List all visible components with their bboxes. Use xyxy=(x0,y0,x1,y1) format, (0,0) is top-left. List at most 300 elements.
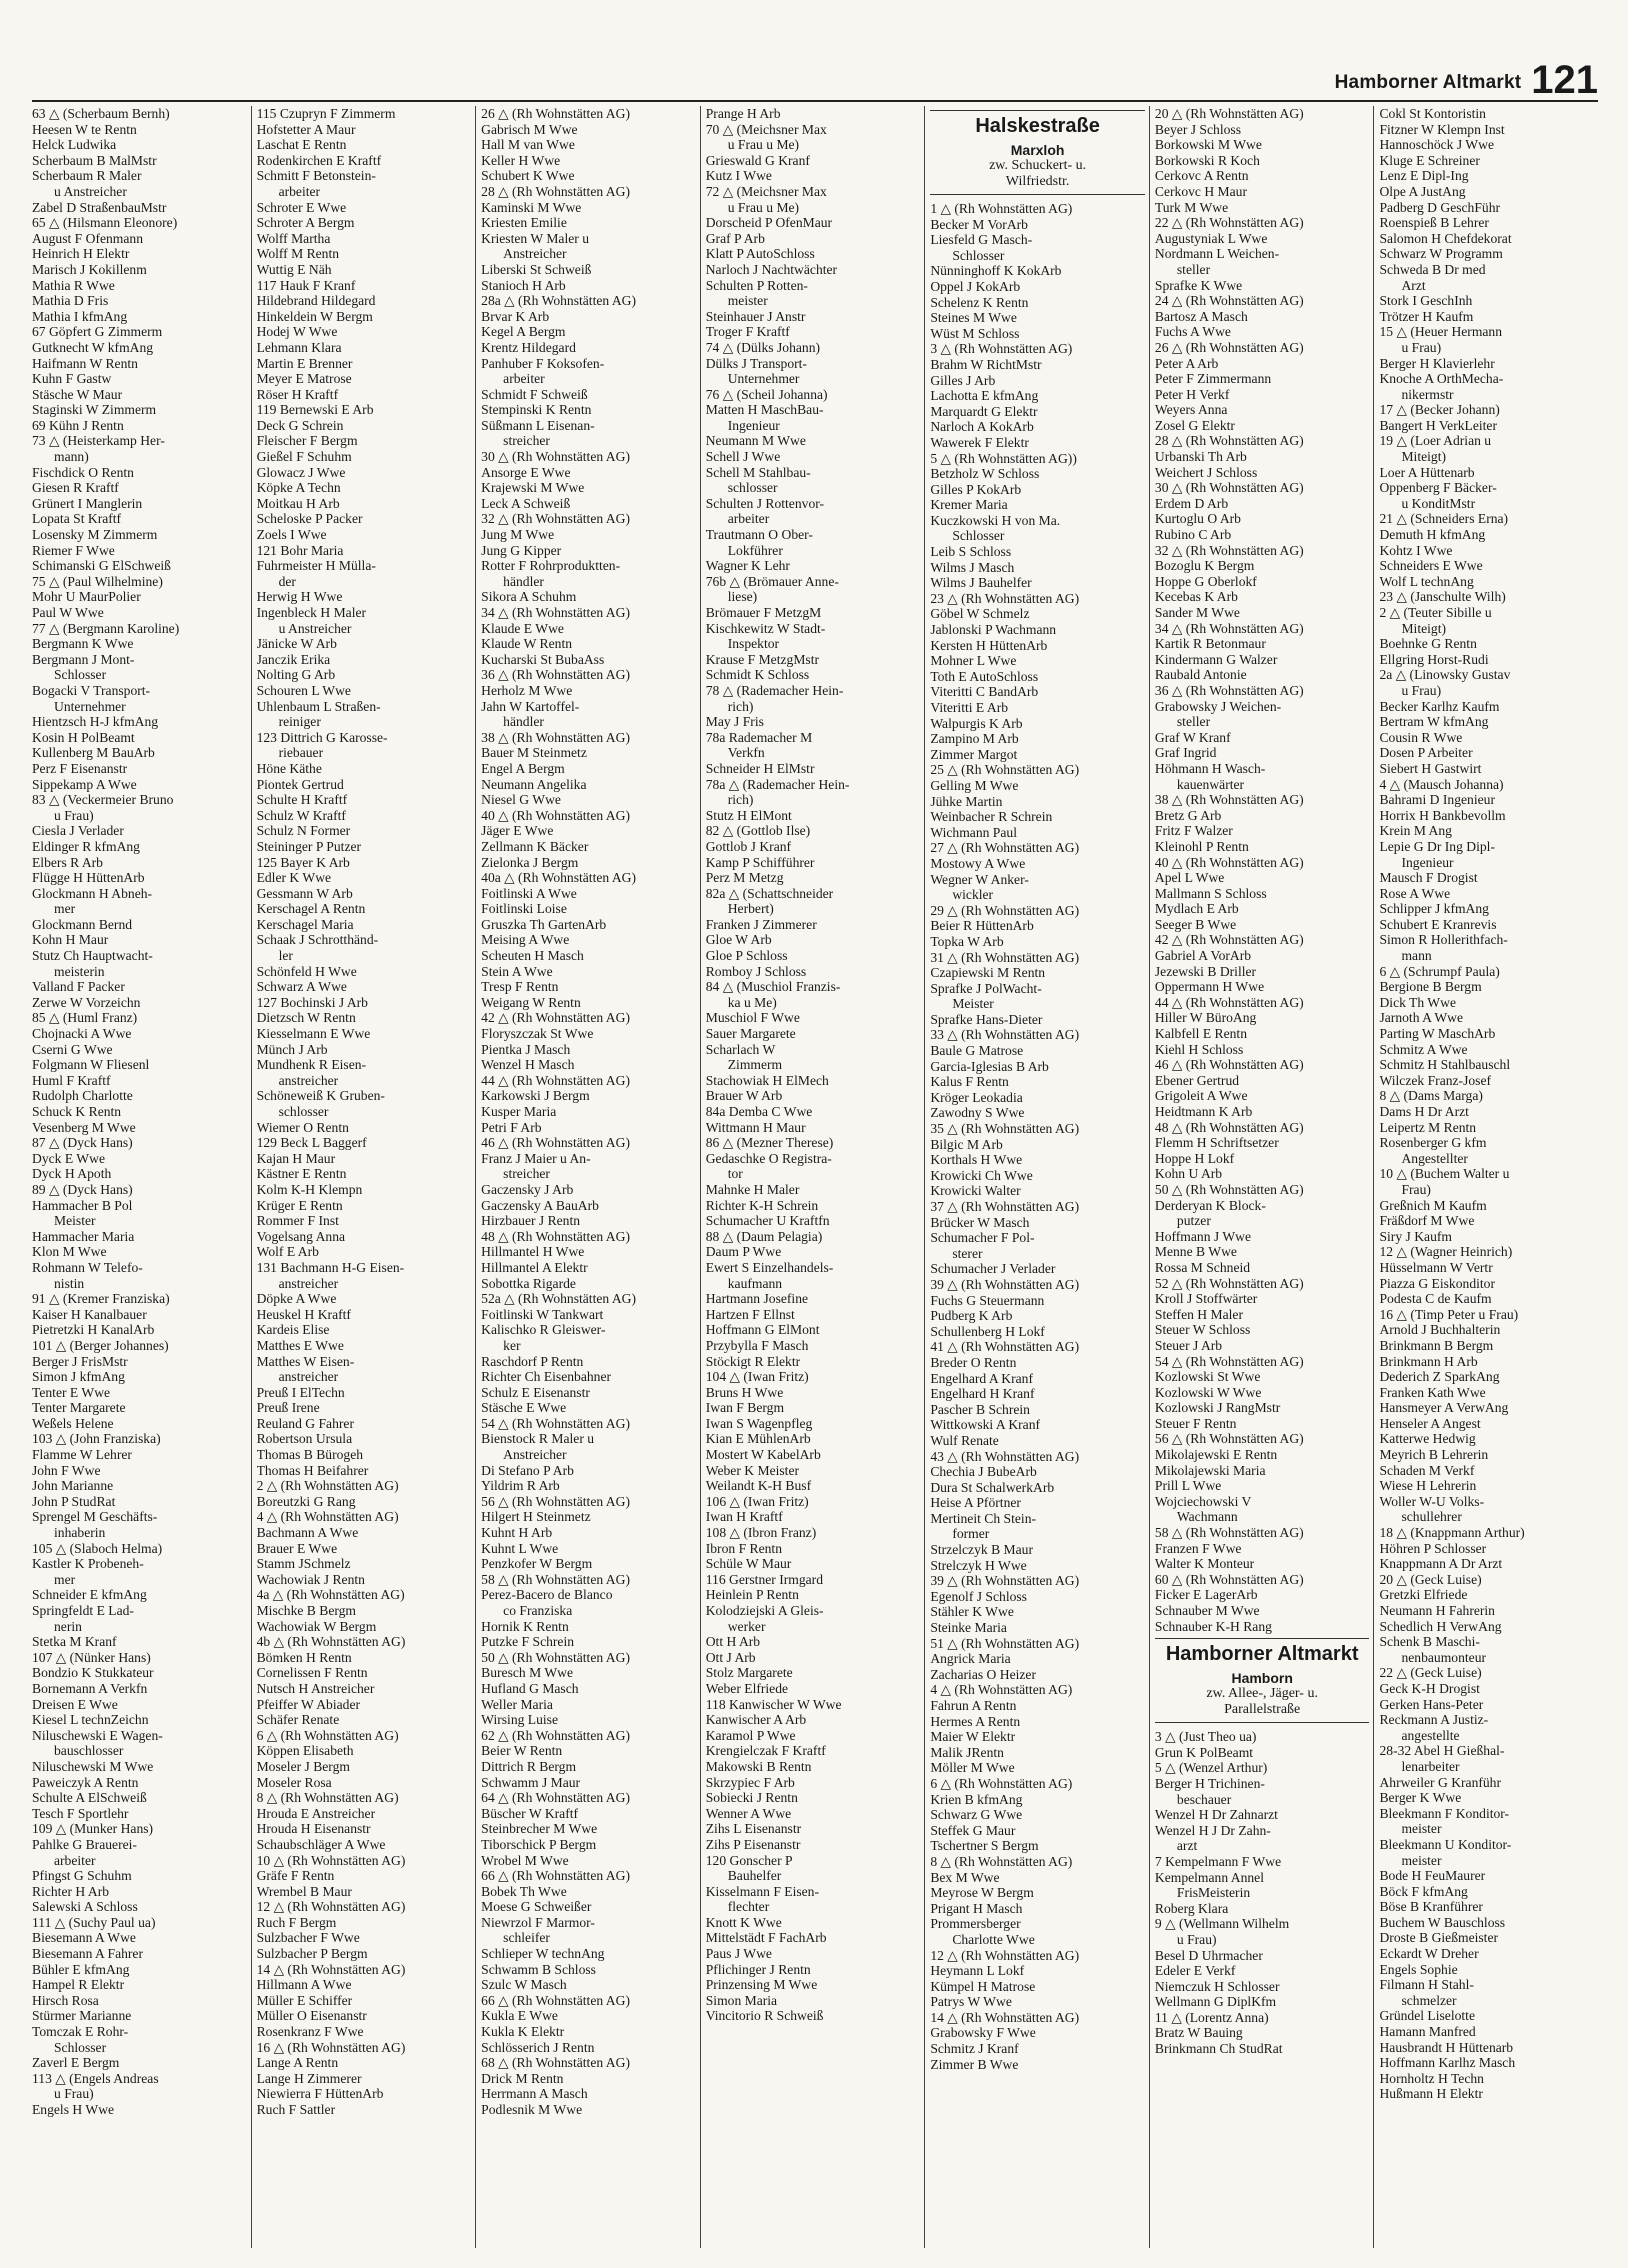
directory-entry: Heidtmann K Arb xyxy=(1154,1104,1253,1119)
directory-entry: Sprafke K Wwe xyxy=(1154,277,1243,293)
directory-entry: 43 △ (Rh Wohnstätten AG) xyxy=(930,1448,1080,1464)
directory-entry: Schelenz K Rentn xyxy=(930,294,1029,310)
directory-entry: Bode H FeuMaurer xyxy=(1379,1868,1486,1884)
directory-entry: Topka W Arb xyxy=(930,933,1004,949)
entry-continuation: Frau) xyxy=(1401,1181,1431,1197)
directory-entry: Paul W Wwe xyxy=(32,605,104,620)
directory-entry: Dülks J Transport- xyxy=(705,355,807,371)
directory-entry: Derderyan K Block- xyxy=(1154,1197,1266,1213)
directory-entry: 46 △ (Rh Wohnstätten AG) xyxy=(481,1135,630,1151)
entry-continuation: meister xyxy=(1401,1852,1442,1868)
directory-entry: 48 △ (Rh Wohnstätten AG) xyxy=(1154,1119,1304,1135)
directory-entry: Horrix H Bankbevollm xyxy=(1379,807,1506,823)
directory-entry: Brinkmann Ch StudRat xyxy=(1154,2041,1283,2057)
directory-entry: Schweda B Dr med xyxy=(1379,261,1486,277)
directory-entry: Preuß Irene xyxy=(256,1400,320,1416)
directory-entry: Greßnich M Kaufm xyxy=(1379,1197,1487,1213)
directory-entry: Viteritti E Arb xyxy=(930,700,1009,715)
directory-entry: Herwig H Wwe xyxy=(256,589,343,605)
directory-entry: Piontek Gertrud xyxy=(256,776,344,792)
directory-entry: Wilczek Franz-Josef xyxy=(1379,1072,1492,1088)
directory-entry: Höhren P Schlosser xyxy=(1379,1540,1487,1556)
directory-entry: 30 △ (Rh Wohnstätten AG) xyxy=(481,449,630,465)
directory-entry: Krentz Hildegard xyxy=(481,339,576,355)
directory-entry: 111 △ (Suchy Paul ua) xyxy=(32,1914,156,1930)
directory-entry: 91 △ (Kremer Franziska) xyxy=(32,1291,170,1307)
running-head: Hamborner Altmarkt xyxy=(1334,72,1522,93)
directory-entry: 15 △ (Heuer Hermann xyxy=(1379,324,1503,340)
directory-entry: Kischkewitz W Stadt- xyxy=(705,620,826,636)
directory-entry: 123 Dittrich G Karosse- xyxy=(256,729,388,745)
directory-entry: Kozlowski St Wwe xyxy=(1154,1369,1261,1385)
directory-entry: Simon Maria xyxy=(705,1992,778,2008)
directory-entry: Scharlach W xyxy=(705,1041,776,1057)
directory-entry: Schnauber M Wwe xyxy=(1154,1603,1260,1618)
entry-continuation: anstreicher xyxy=(278,1275,339,1291)
directory-entry: Gloe P Schloss xyxy=(705,948,788,964)
directory-entry: Walpurgis K Arb xyxy=(930,715,1023,731)
entry-continuation: steller xyxy=(1176,714,1211,730)
directory-entry: Wichmann Paul xyxy=(930,824,1017,840)
directory-entry: Schumacher J Verlader xyxy=(930,1261,1056,1277)
directory-entry: Wagner K Lehr xyxy=(705,558,790,574)
directory-entry: Meising A Wwe xyxy=(481,932,570,948)
directory-entry: Weber Elfriede xyxy=(705,1680,789,1696)
directory-entry: Kukla K Elektr xyxy=(481,2024,565,2040)
directory-entry: Pascher B Schrein xyxy=(930,1401,1030,1417)
directory-entry: Schöneweiß K Gruben- xyxy=(256,1088,385,1104)
entry-continuation: riebauer xyxy=(278,745,324,761)
directory-entry: Kaminski M Wwe xyxy=(481,199,582,215)
directory-entry: Erdem D Arb xyxy=(1154,495,1229,511)
directory-entry: Krause F MetzgMstr xyxy=(705,651,819,667)
directory-entry: Czapiewski M Rentn xyxy=(930,965,1046,981)
directory-entry: Wawerek F Elektr xyxy=(930,434,1029,450)
directory-entry: Sprafke Hans-Dieter xyxy=(930,1011,1043,1027)
directory-entry: Pietretzki H KanalArb xyxy=(32,1322,155,1338)
directory-entry: Beier W Rentn xyxy=(481,1743,563,1759)
directory-entry: Wilms J Masch xyxy=(930,559,1015,575)
directory-entry: Kalus F Rentn xyxy=(930,1074,1009,1090)
entry-continuation: Miteigt) xyxy=(1401,620,1447,636)
directory-entry: Eldinger R kfmAng xyxy=(32,838,140,854)
directory-entry: Karkowski J Bergm xyxy=(481,1088,590,1104)
directory-entry: Viteritti C BandArb xyxy=(930,684,1039,700)
directory-entry: Hoppe G Oberlokf xyxy=(1154,573,1257,589)
directory-entry: Glockmann H Abneh- xyxy=(32,885,153,901)
directory-entry: Stäsche W Maur xyxy=(32,386,123,402)
directory-entry: Kempelmann Annel xyxy=(1154,1869,1264,1885)
directory-entry: Katterwe Hedwig xyxy=(1379,1431,1476,1447)
directory-entry: Kuhnt H Arb xyxy=(481,1525,553,1541)
directory-entry: Buresch M Wwe xyxy=(481,1665,574,1681)
directory-entry: Wolf E Arb xyxy=(256,1244,319,1260)
entry-continuation: nistin xyxy=(54,1275,85,1291)
directory-entry: Kukla E Wwe xyxy=(481,2008,558,2024)
directory-entry: Moseler J Bergm xyxy=(256,1758,350,1774)
directory-entry: 18 △ (Knappmann Arthur) xyxy=(1379,1525,1525,1541)
directory-entry: Schedlich H VerwAng xyxy=(1379,1618,1502,1634)
directory-entry: Arnold J Buchhalterin xyxy=(1379,1322,1501,1338)
directory-entry: Stolz Margarete xyxy=(705,1665,793,1681)
directory-entry: 28 △ (Rh Wohnstätten AG) xyxy=(481,183,630,199)
entry-continuation: arbeiter xyxy=(727,511,770,527)
directory-entry: Bienstock R Maler u xyxy=(481,1431,595,1447)
directory-entry: Oppermann H Wwe xyxy=(1154,979,1265,995)
directory-entry: Muschiol F Wwe xyxy=(705,1010,800,1026)
entry-continuation: Verkfn xyxy=(727,745,765,761)
directory-entry: 127 Bochinski J Arb xyxy=(256,994,368,1010)
directory-entry: Ficker E LagerArb xyxy=(1154,1587,1258,1603)
directory-entry: Kecebas K Arb xyxy=(1154,589,1238,605)
directory-entry: Bornemann A Verkfn xyxy=(32,1680,148,1696)
directory-entry: Gießel F Schuhm xyxy=(256,449,352,465)
directory-entry: Riemer F Wwe xyxy=(32,542,115,558)
directory-entry: Richter K-H Schrein xyxy=(705,1197,819,1213)
street-name: Hamborner Altmarkt xyxy=(1165,1643,1359,1666)
directory-entry: Narloch J Nachtwächter xyxy=(705,261,838,277)
directory-entry: Kolm K-H Klempn xyxy=(256,1181,363,1197)
directory-entry: Woller W-U Volks- xyxy=(1379,1493,1485,1509)
header-rule xyxy=(32,100,1598,102)
directory-entry: Schäfer Renate xyxy=(256,1712,340,1728)
directory-entry: Vesenberg M Wwe xyxy=(32,1119,136,1135)
directory-entry: Schmitt F Betonstein- xyxy=(256,168,376,184)
entry-continuation: schmelzer xyxy=(1401,1992,1457,2008)
directory-entry: Sprengel M Geschäfts- xyxy=(32,1509,158,1525)
directory-entry: Schulte A ElSchweiß xyxy=(32,1790,147,1806)
directory-entry: Bergmann J Mont- xyxy=(32,651,135,667)
directory-entry: Hrouda E Anstreicher xyxy=(256,1805,376,1821)
directory-column xyxy=(1373,106,1598,2248)
directory-entry: Steuer W Schloss xyxy=(1154,1322,1251,1338)
directory-entry: Henseler A Angest xyxy=(1379,1415,1481,1431)
directory-entry: Berger H Trichinen- xyxy=(1154,1775,1265,1791)
entry-continuation: ler xyxy=(278,948,293,964)
directory-entry: Schwarz G Wwe xyxy=(930,1807,1023,1823)
directory-entry: 12 △ (Rh Wohnstätten AG) xyxy=(930,1947,1080,1963)
directory-entry: Steuer F Rentn xyxy=(1154,1415,1237,1431)
directory-entry: Matthes W Eisen- xyxy=(256,1353,355,1369)
directory-entry: Breder O Rentn xyxy=(930,1354,1017,1370)
directory-entry: Grun K PolBeamt xyxy=(1154,1744,1254,1760)
directory-entry: Zihs L Eisenanstr xyxy=(705,1821,802,1837)
directory-entry: Mathia R Wwe xyxy=(32,277,115,293)
directory-entry: Stähler K Wwe xyxy=(930,1604,1014,1620)
directory-entry: Simon R Hollerithfach- xyxy=(1379,932,1508,948)
directory-entry: Staginski W Zimmerm xyxy=(32,402,157,418)
directory-entry: Brömauer F MetzgM xyxy=(705,605,822,620)
directory-entry: Grieswald G Kranf xyxy=(705,152,810,168)
directory-entry: Ansorge E Wwe xyxy=(481,464,571,480)
directory-column xyxy=(1149,106,1374,2248)
directory-entry: 78a Rademacher M xyxy=(705,729,813,745)
directory-entry: Dura St SchalwerkArb xyxy=(930,1479,1055,1495)
directory-entry: Kriesten Emilie xyxy=(481,215,567,231)
directory-entry: Reuland G Fahrer xyxy=(256,1415,354,1431)
directory-entry: Jung M Wwe xyxy=(481,527,555,543)
directory-entry: Helck Ludwika xyxy=(32,137,117,153)
directory-entry: Hermes A Rentn xyxy=(930,1713,1021,1729)
directory-entry: Dyck E Wwe xyxy=(32,1150,105,1166)
directory-entry: Vincitorio R Schweiß xyxy=(705,2008,824,2024)
page-header xyxy=(1335,40,1598,100)
directory-entry: Cokl St Kontoristin xyxy=(1379,106,1486,121)
directory-entry: Kozlowski W Wwe xyxy=(1154,1384,1262,1400)
directory-entry: Gründel Liselotte xyxy=(1379,2008,1475,2024)
directory-entry: Baule G Matrose xyxy=(930,1043,1024,1059)
directory-entry: Neumann M Wwe xyxy=(705,433,806,449)
directory-entry: Böck F kfmAng xyxy=(1379,1883,1468,1899)
directory-entry: Kajan H Maur xyxy=(256,1150,336,1166)
directory-entry: Moitkau H Arb xyxy=(256,495,340,511)
directory-entry: Hillmantel A Elektr xyxy=(481,1259,588,1275)
directory-entry: Brücker W Masch xyxy=(930,1214,1030,1230)
directory-entry: Krajewski M Wwe xyxy=(481,480,585,496)
directory-entry: Stutz H ElMont xyxy=(705,807,792,823)
directory-entry: Ellgring Horst-Rudi xyxy=(1379,651,1489,667)
directory-entry: Nordmann L Weichen- xyxy=(1154,246,1280,262)
directory-entry: Grabowsky J Weichen- xyxy=(1154,698,1282,714)
directory-entry: Foitlinski W Tankwart xyxy=(481,1306,604,1322)
directory-entry: Zabel D StraßenbauMstr xyxy=(32,199,167,215)
directory-entry: Bertram W kfmAng xyxy=(1379,714,1489,730)
directory-entry: Mostowy A Wwe xyxy=(930,855,1026,871)
street-heading xyxy=(1155,1638,1370,1723)
directory-entry: Ott H Arb xyxy=(705,1634,761,1650)
entry-continuation: schlosser xyxy=(278,1104,329,1119)
directory-entry: Salomon H Chefdekorat xyxy=(1379,230,1512,246)
directory-entry: Niewierra F HüttenArb xyxy=(256,2086,384,2102)
directory-entry: Kian E MühlenArb xyxy=(705,1431,811,1447)
directory-entry: Dorscheid P OfenMaur xyxy=(705,215,833,231)
directory-entry: Rose A Wwe xyxy=(1379,885,1451,901)
directory-entry: Ewert S Einzelhandels- xyxy=(705,1259,834,1275)
entry-continuation: kauenwärter xyxy=(1176,776,1245,792)
directory-entry: Mostert W KabelArb xyxy=(705,1447,821,1463)
directory-entry: 121 Bohr Maria xyxy=(256,542,344,558)
directory-entry: Wrembel B Maur xyxy=(256,1883,352,1899)
directory-entry: Urbanski Th Arb xyxy=(1154,449,1247,465)
directory-entry: 109 △ (Munker Hans) xyxy=(32,1821,154,1837)
street-heading xyxy=(930,110,1145,195)
entry-continuation: Anstreicher xyxy=(503,246,567,262)
entry-continuation: mer xyxy=(54,1571,76,1587)
directory-entry: Kucharski St BubaAss xyxy=(481,651,605,667)
street-district: Marxloh xyxy=(1010,142,1065,158)
directory-entry: Kiehl H Schloss xyxy=(1154,1041,1244,1057)
directory-entry: Rubino C Arb xyxy=(1154,527,1232,543)
directory-entry: Schimanski G ElSchweiß xyxy=(32,558,171,574)
directory-entry: Leck A Schweiß xyxy=(481,495,571,511)
directory-entry: Kümpel H Matrose xyxy=(930,1978,1036,1994)
entry-continuation: u Anstreicher xyxy=(54,183,127,199)
directory-entry: Huml F Kraftf xyxy=(32,1072,111,1088)
directory-entry: 28-32 Abel H Gießhal- xyxy=(1379,1743,1505,1759)
entry-continuation: putzer xyxy=(1176,1213,1211,1229)
directory-entry: Raubald Antonie xyxy=(1154,667,1247,683)
directory-entry: Mittelstädt F FachArb xyxy=(705,1930,827,1946)
directory-entry: Hannoschöck J Wwe xyxy=(1379,137,1494,153)
directory-entry: Wrobel M Wwe xyxy=(481,1852,569,1868)
directory-entry: Mohner L Wwe xyxy=(930,653,1017,669)
directory-entry: 120 Gonscher P xyxy=(705,1852,793,1868)
directory-entry: Kalischko R Gleiswer- xyxy=(481,1322,606,1338)
entry-continuation: rich) xyxy=(727,698,754,714)
directory-entry: Kusper Maria xyxy=(481,1104,557,1119)
directory-entry: 3 △ (Rh Wohnstätten AG) xyxy=(930,341,1073,357)
directory-entry: 60 △ (Rh Wohnstätten AG) xyxy=(1154,1571,1304,1587)
directory-entry: Elbers R Arb xyxy=(32,854,103,870)
directory-entry: Hamann Manfred xyxy=(1379,2024,1476,2040)
directory-entry: Floryszczak St Wwe xyxy=(481,1026,594,1042)
directory-entry: Nutsch H Anstreicher xyxy=(256,1680,375,1696)
directory-entry: Zimmer B Wwe xyxy=(930,2056,1019,2072)
directory-entry: Schmitz H Stahlbauschl xyxy=(1379,1057,1511,1073)
directory-entry: Matten H MaschBau- xyxy=(705,402,824,418)
directory-entry: Steines M Wwe xyxy=(930,310,1017,326)
directory-entry: 119 Bernewski E Arb xyxy=(256,402,374,418)
directory-entry: Wenzel H Masch xyxy=(481,1057,575,1073)
directory-entry: 76b △ (Brömauer Anne- xyxy=(705,573,839,589)
directory-entry: 84a Demba C Wwe xyxy=(705,1104,813,1119)
directory-entry: Münch J Arb xyxy=(256,1041,328,1057)
directory-entry: Wittkowski A Kranf xyxy=(930,1417,1041,1433)
directory-entry: Lopata St Kraftf xyxy=(32,511,122,527)
directory-entry: 87 △ (Dyck Hans) xyxy=(32,1135,133,1151)
entry-continuation: co Franziska xyxy=(503,1603,573,1618)
directory-entry: Losensky M Zimmerm xyxy=(32,527,158,543)
directory-entry: Dederich Z SparkAng xyxy=(1379,1369,1500,1385)
directory-entry: Gerken Hans-Peter xyxy=(1379,1696,1484,1712)
entry-continuation: u Frau) xyxy=(54,2086,94,2102)
directory-entry: 77 △ (Bergmann Karoline) xyxy=(32,620,180,636)
directory-entry: Schneider H ElMstr xyxy=(705,760,815,776)
directory-entry: 8 △ (Rh Wohnstätten AG) xyxy=(930,1853,1073,1869)
directory-entry: 40 △ (Rh Wohnstätten AG) xyxy=(481,807,630,823)
street-location: zw. Allee-, Jäger- u. xyxy=(1206,1686,1318,1702)
directory-column xyxy=(924,106,1149,2248)
directory-entry: Ruch F Bergm xyxy=(256,1914,337,1930)
directory-entry: Wirsing Luise xyxy=(481,1712,559,1728)
directory-entry: Möller M Wwe xyxy=(930,1760,1015,1776)
directory-entry: Kleinohl P Rentn xyxy=(1154,838,1249,854)
directory-entry: Bozoglu K Bergm xyxy=(1154,558,1255,574)
directory-entry: Filmann H Stahl- xyxy=(1379,1977,1474,1993)
entry-continuation: u Frau) xyxy=(1176,1931,1217,1947)
directory-entry: 48 △ (Rh Wohnstätten AG) xyxy=(481,1228,630,1244)
entry-continuation: tor xyxy=(727,1166,743,1182)
directory-entry: Bangert H VerkLeiter xyxy=(1379,417,1497,433)
directory-entry: John F Wwe xyxy=(32,1462,101,1478)
directory-column xyxy=(700,106,925,2248)
directory-entry: Robertson Ursula xyxy=(256,1431,353,1447)
directory-entry: 10 △ (Buchem Walter u xyxy=(1379,1166,1510,1182)
directory-entry: Leipertz M Rentn xyxy=(1379,1119,1477,1135)
directory-entry: Jarnoth A Wwe xyxy=(1379,1010,1464,1026)
directory-entry: Süßmann L Eisenan- xyxy=(481,417,595,433)
directory-entry: Wuttig E Näh xyxy=(256,261,332,277)
directory-entry: 8 △ (Dams Marga) xyxy=(1379,1088,1483,1104)
directory-entry: May J Fris xyxy=(705,714,764,730)
directory-entry: Zoels I Wwe xyxy=(256,527,327,543)
directory-entry: Menne B Wwe xyxy=(1154,1244,1237,1260)
directory-entry: Hrouda H Eisenanstr xyxy=(256,1821,371,1837)
directory-entry: Graf Ingrid xyxy=(1154,745,1217,761)
directory-entry: Lepie G Dr Ing Dipl- xyxy=(1379,838,1495,854)
entry-continuation: u Anstreicher xyxy=(278,620,352,636)
directory-entry: Cerkovc A Rentn xyxy=(1154,168,1249,184)
street-district: Hamborn xyxy=(1231,1670,1293,1687)
directory-column xyxy=(475,106,700,2248)
directory-entry: Szulc W Masch xyxy=(481,1977,567,1993)
directory-entry: Krengielczak F Kraftf xyxy=(705,1743,826,1759)
directory-entry: Rosenkranz F Wwe xyxy=(256,2024,364,2040)
directory-entry: Döpke A Wwe xyxy=(256,1291,337,1307)
directory-entry: Hartzen F Ellnst xyxy=(705,1306,795,1322)
directory-entry: Dick Th Wwe xyxy=(1379,994,1456,1010)
directory-entry: 23 △ (Janschulte Wilh) xyxy=(1379,589,1506,605)
directory-entry: Bratz W Bauing xyxy=(1154,2025,1243,2041)
directory-entry: Krein M Ang xyxy=(1379,823,1452,839)
directory-entry: Kastler K Probeneh- xyxy=(32,1556,144,1572)
directory-entry: Liesfeld G Masch- xyxy=(930,232,1033,248)
directory-entry: 89 △ (Dyck Hans) xyxy=(32,1181,133,1197)
directory-entry: Brauer E Wwe xyxy=(256,1540,338,1556)
directory-entry: Stempinski K Rentn xyxy=(481,402,592,418)
directory-entry: Wachowiak W Bergm xyxy=(256,1618,377,1634)
entry-continuation: wickler xyxy=(952,887,994,903)
directory-entry: Wittmann H Maur xyxy=(705,1119,806,1135)
directory-entry: Schnauber K-H Rang xyxy=(1154,1618,1272,1634)
entry-continuation: arbeiter xyxy=(278,183,321,199)
directory-entry: Schmitz A Wwe xyxy=(1379,1041,1468,1057)
directory-entry: Neumann Angelika xyxy=(481,776,587,792)
directory-entry: Yildrim R Arb xyxy=(481,1478,560,1494)
directory-entry: Krowicki Ch Wwe xyxy=(930,1167,1033,1183)
directory-entry: Gretzki Elfriede xyxy=(1379,1587,1468,1603)
directory-entry: 37 △ (Rh Wohnstätten AG) xyxy=(930,1199,1080,1214)
entry-continuation: Miteigt) xyxy=(1401,449,1447,465)
directory-entry: 66 △ (Rh Wohnstätten AG) xyxy=(481,1992,630,2008)
directory-entry: Karamol P Wwe xyxy=(705,1727,796,1743)
entry-continuation: Arzt xyxy=(1401,277,1426,293)
directory-entry: Mertineit Ch Stein- xyxy=(930,1510,1037,1526)
directory-entry: Jänicke W Arb xyxy=(256,636,337,652)
street-location: Wilfriedstr. xyxy=(1005,174,1070,189)
directory-entry: Zosel G Elektr xyxy=(1154,417,1235,433)
directory-entry: 16 △ (Rh Wohnstätten AG) xyxy=(256,2039,406,2055)
directory-entry: Steinbrecher M Wwe xyxy=(481,1821,598,1837)
directory-entry: Stetka M Kranf xyxy=(32,1634,117,1650)
directory-entry: Haifmann W Rentn xyxy=(32,355,138,371)
directory-entry: Maier W Elektr xyxy=(930,1729,1016,1745)
directory-entry: Fleischer F Bergm xyxy=(256,433,358,449)
directory-entry: Bergione B Bergm xyxy=(1379,979,1482,995)
directory-entry: Sauer Margarete xyxy=(705,1026,796,1042)
directory-entry: Meyer E Matrose xyxy=(256,371,352,387)
directory-entry: Marquardt G Elektr xyxy=(930,403,1038,419)
directory-entry: 1 △ (Rh Wohnstätten AG) xyxy=(930,201,1073,216)
directory-entry: 56 △ (Rh Wohnstätten AG) xyxy=(481,1493,630,1509)
directory-entry: Gräfe F Rentn xyxy=(256,1868,335,1884)
directory-entry: Kiesselmann E Wwe xyxy=(256,1026,371,1042)
entry-continuation: Angestellter xyxy=(1401,1150,1468,1166)
directory-entry: 78 △ (Rademacher Hein- xyxy=(705,682,844,698)
directory-entry: Hildebrand Hildegard xyxy=(256,293,376,309)
directory-entry: Romboy J Schloss xyxy=(705,963,807,979)
directory-entry: 117 Hauk F Kranf xyxy=(256,277,356,293)
